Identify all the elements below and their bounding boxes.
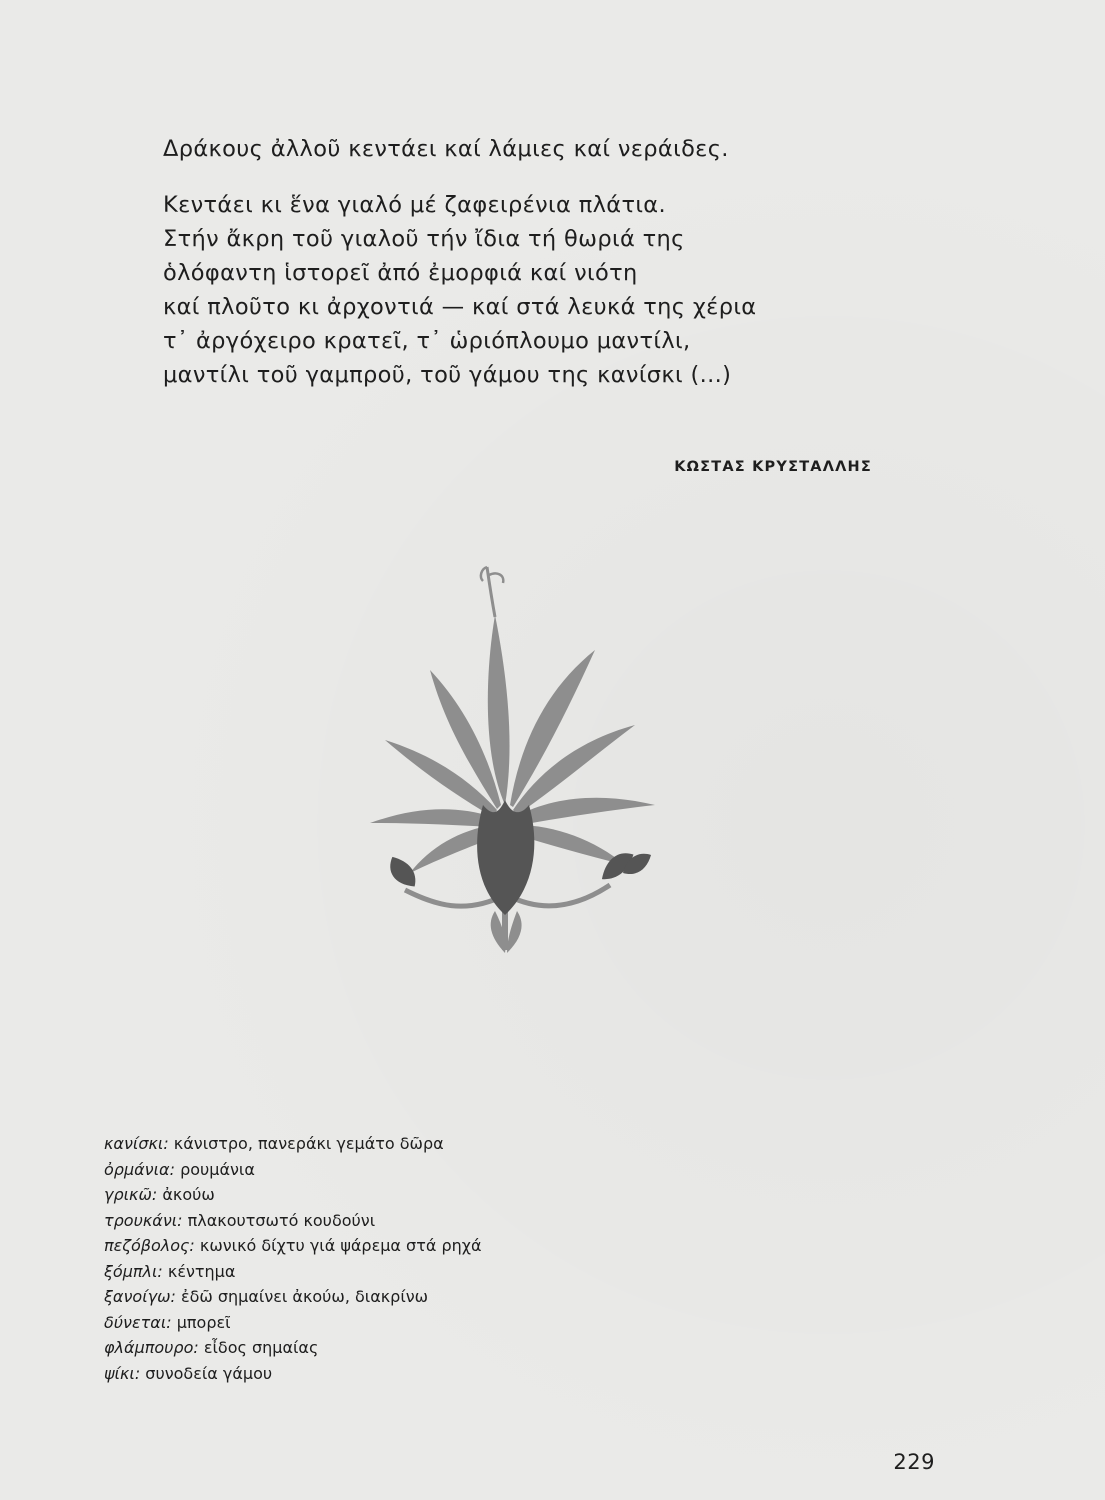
- glossary-term: γρικῶ:: [104, 1185, 158, 1204]
- glossary-term: ξόμπλι:: [104, 1261, 163, 1281]
- glossary-definition: κέντημα: [167, 1261, 236, 1281]
- glossary-definition: ἀκούω: [162, 1185, 215, 1204]
- glossary-term: ξανοίγω:: [104, 1287, 176, 1306]
- glossary-entry: [104, 1310, 804, 1336]
- poem-author: ΚΩΣΤΑΣ ΚΡΥΣΤΑΛΛΗΣ: [674, 459, 872, 475]
- glossary-definition: συνοδεία γάμου: [145, 1363, 273, 1383]
- glossary-term: δύνεται:: [104, 1312, 172, 1332]
- glossary-entry: [104, 1131, 804, 1157]
- glossary-term: κανίσκι:: [104, 1134, 169, 1153]
- glossary-entry: [104, 1284, 804, 1310]
- poem-excerpt: [163, 132, 923, 392]
- glossary-definition: κωνικό δίχτυ γιά ψάρεμα στά ρηχά: [199, 1236, 482, 1255]
- glossary-definition: μπορεῖ: [176, 1312, 231, 1332]
- glossary: [104, 1131, 804, 1386]
- stanza-gap: [163, 166, 923, 188]
- glossary-term: τρουκάνι:: [104, 1210, 183, 1230]
- glossary-definition: πλακουτσωτό κουδούνι: [187, 1210, 376, 1230]
- poem-line: Στήν ἄκρη τοῦ γιαλοῦ τήν ἴδια τή θωριά της: [163, 226, 685, 252]
- glossary-definition: ἐδῶ σημαίνει ἀκούω, διακρίνω: [180, 1287, 429, 1306]
- glossary-term: φλάμπουρο:: [104, 1338, 199, 1357]
- glossary-definition: κάνιστρο, πανεράκι γεμάτο δῶρα: [173, 1134, 444, 1153]
- page-number: 229: [893, 1450, 935, 1474]
- poem-line: Δράκους ἀλλοῦ κεντάει καί λάμιες καί νεράιδες.: [163, 136, 729, 162]
- poem-line: καί πλοῦτο κι ἀρχοντιά — καί στά λευκά της χέρια: [163, 294, 757, 320]
- glossary-entry: [104, 1157, 804, 1183]
- flower-ornament-illustration: [355, 555, 685, 975]
- glossary-entry: [104, 1208, 804, 1234]
- glossary-entry: [104, 1361, 804, 1387]
- glossary-term: ὀρμάνια:: [104, 1159, 175, 1179]
- poem-line: ὁλόφαντη ἱστορεῖ ἀπό ἐμορφιά καί νιότη: [163, 260, 638, 286]
- glossary-definition: εἶδος σημαίας: [203, 1338, 319, 1357]
- poem-line: μαντίλι τοῦ γαμπροῦ, τοῦ γάμου της κανίσκι (...): [163, 362, 732, 388]
- glossary-term: πεζόβολος:: [104, 1236, 195, 1255]
- glossary-entry: [104, 1233, 804, 1259]
- glossary-term: ψίκι:: [104, 1363, 141, 1383]
- glossary-entry: [104, 1259, 804, 1285]
- glossary-entry: [104, 1182, 804, 1208]
- glossary-entry: [104, 1335, 804, 1361]
- poem-line: Κεντάει κι ἕνα γιαλό μέ ζαφειρένια πλάτια.: [163, 192, 666, 218]
- poem-line: τ᾽ ἀργόχειρο κρατεῖ, τ᾽ ὡριόπλουμο μαντίλι,: [163, 328, 691, 354]
- glossary-definition: ρουμάνια: [180, 1159, 255, 1179]
